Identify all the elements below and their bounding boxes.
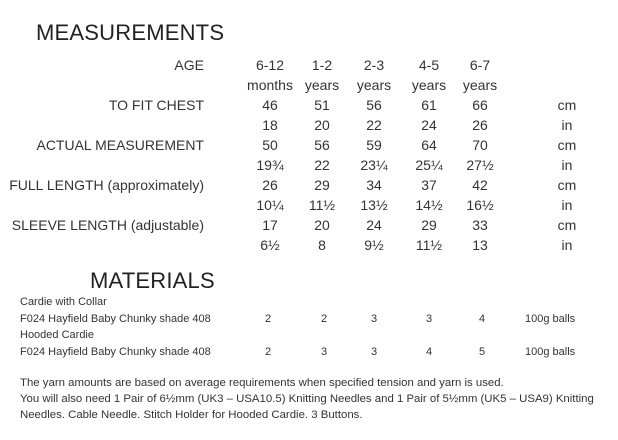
measurement-value: 2-3: [363, 57, 385, 73]
measurement-value: 13: [472, 237, 488, 253]
measurement-value: years: [356, 77, 392, 93]
material-amount: 3: [425, 313, 433, 325]
measurement-value: 19¾: [256, 157, 284, 173]
measurement-value: 1-2: [311, 57, 333, 73]
measurement-value: years: [304, 77, 340, 93]
measurement-unit: cm: [557, 217, 577, 233]
measurement-unit: cm: [557, 137, 577, 153]
measurement-value: 16½: [466, 197, 494, 213]
measurement-value: 59: [366, 137, 382, 153]
measurement-label: AGE: [174, 57, 204, 73]
material-yarn: F024 Hayfield Baby Chunky shade 408: [20, 346, 211, 358]
measurement-label: FULL LENGTH (approximately): [9, 177, 204, 193]
measurement-value: 6-12: [255, 57, 285, 73]
measurement-value: 18: [262, 117, 278, 133]
measurement-label: ACTUAL MEASUREMENT: [36, 137, 204, 153]
note-line: The yarn amounts are based on average requirements when specified tension and yarn is used.: [20, 377, 504, 389]
material-amount: 2: [264, 313, 272, 325]
measurement-value: 64: [421, 137, 437, 153]
material-amount: 5: [478, 346, 486, 358]
measurement-value: 46: [262, 97, 278, 113]
material-amount: 3: [370, 346, 378, 358]
measurement-value: months: [247, 77, 293, 93]
material-amount: 3: [320, 346, 328, 358]
measurement-value: 13½: [360, 197, 388, 213]
measurement-value: 10¼: [256, 197, 284, 213]
measurement-value: 11½: [308, 197, 336, 213]
measurement-unit: in: [561, 237, 573, 253]
measurements-title: MEASUREMENTS: [36, 20, 225, 45]
measurement-value: 20: [314, 217, 330, 233]
measurement-value: 23¼: [360, 157, 388, 173]
measurement-value: years: [462, 77, 498, 93]
measurement-value: years: [411, 77, 447, 93]
measurement-value: 56: [314, 137, 330, 153]
material-unit: 100g balls: [525, 346, 576, 358]
material-amount: 2: [264, 346, 272, 358]
measurement-value: 4-5: [418, 57, 440, 73]
measurement-value: 22: [314, 157, 330, 173]
note-line: You will also need 1 Pair of 6½mm (UK3 – USA10.5) Knitting Needles and 1 Pair of 5½mm (UK5 – USA9) Knitting: [20, 393, 594, 405]
measurement-value: 9½: [364, 237, 384, 253]
material-heading: Hooded Cardie: [20, 329, 94, 341]
material-amount: 2: [320, 313, 328, 325]
material-yarn: F024 Hayfield Baby Chunky shade 408: [20, 313, 211, 325]
measurement-value: 70: [472, 137, 488, 153]
note-line: Needles. Cable Needle. Stitch Holder for Hooded Cardie. 3 Buttons.: [20, 409, 363, 421]
measurement-value: 20: [314, 117, 330, 133]
measurement-value: 6½: [260, 237, 280, 253]
measurement-value: 61: [421, 97, 437, 113]
measurement-value: 50: [262, 137, 278, 153]
materials-title: MATERIALS: [90, 268, 215, 293]
measurement-unit: in: [561, 117, 573, 133]
measurement-label: TO FIT CHEST: [108, 97, 204, 113]
measurement-unit: in: [561, 157, 573, 173]
material-unit: 100g balls: [525, 313, 576, 325]
material-amount: 4: [425, 346, 433, 358]
measurement-value: 11½: [415, 237, 443, 253]
measurement-value: 17: [262, 217, 278, 233]
measurement-value: 33: [472, 217, 488, 233]
measurement-value: 34: [366, 177, 382, 193]
measurement-value: 37: [421, 177, 437, 193]
measurement-value: 24: [421, 117, 437, 133]
measurement-value: 24: [366, 217, 382, 233]
material-amount: 3: [370, 313, 378, 325]
measurement-value: 56: [366, 97, 382, 113]
measurement-value: 6-7: [469, 57, 491, 73]
measurement-label: SLEEVE LENGTH (adjustable): [11, 217, 204, 233]
material-heading: Cardie with Collar: [20, 296, 107, 308]
measurement-unit: cm: [557, 177, 577, 193]
measurement-value: 51: [314, 97, 330, 113]
measurement-value: 42: [472, 177, 488, 193]
measurement-value: 8: [318, 237, 326, 253]
measurement-value: 27½: [466, 157, 494, 173]
measurement-value: 66: [472, 97, 488, 113]
measurement-value: 14½: [415, 197, 443, 213]
measurement-unit: cm: [557, 97, 577, 113]
material-amount: 4: [478, 313, 486, 325]
measurement-value: 29: [421, 217, 437, 233]
measurement-value: 22: [366, 117, 382, 133]
measurement-value: 26: [262, 177, 278, 193]
measurement-value: 26: [472, 117, 488, 133]
measurement-value: 25¼: [415, 157, 443, 173]
measurement-value: 29: [314, 177, 330, 193]
measurement-unit: in: [561, 197, 573, 213]
